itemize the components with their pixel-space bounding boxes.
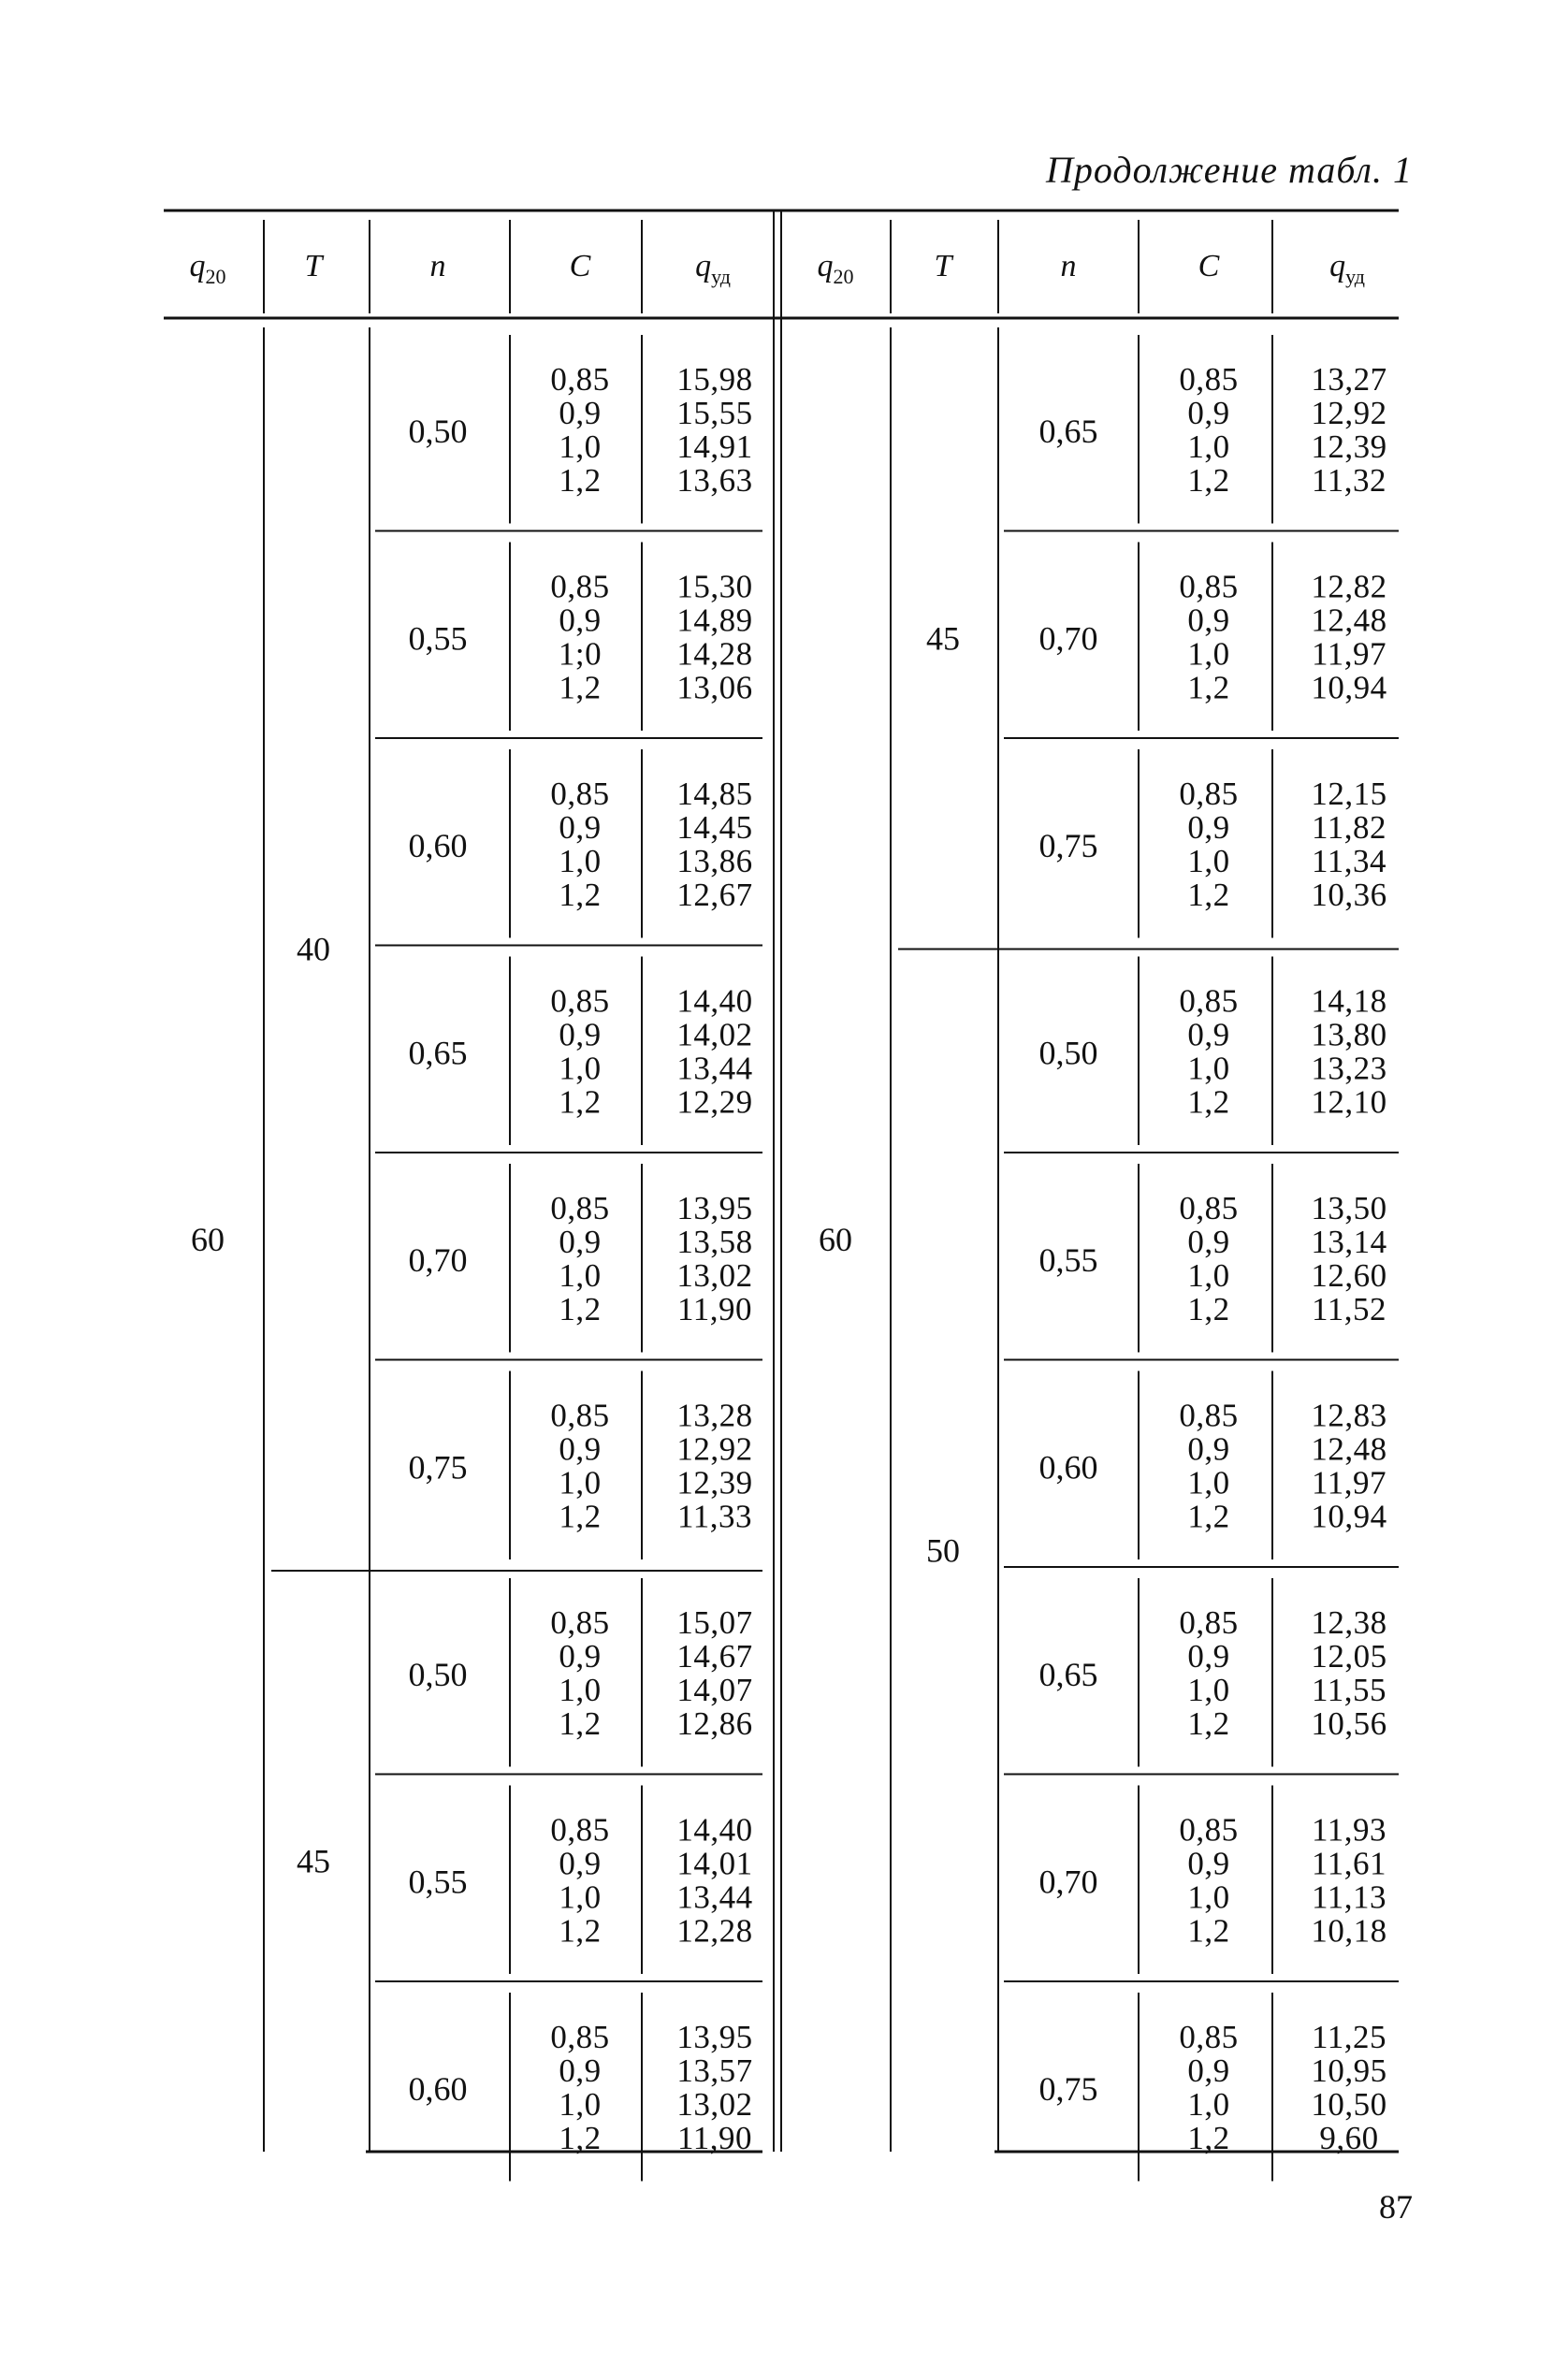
q-ud-value: 13,80 [1311, 1016, 1387, 1053]
c-value: 0,85 [1179, 360, 1239, 398]
q-ud-value: 13,63 [676, 461, 753, 499]
c-value: 1,2 [1187, 876, 1230, 913]
c-value: 1,2 [559, 1498, 602, 1535]
c-value: 0,9 [1187, 1430, 1230, 1468]
q-ud-value: 13,02 [676, 1256, 753, 1294]
q20-value: 60 [191, 1221, 225, 1258]
c-value: 0,85 [1179, 982, 1239, 1020]
c-value: 0,85 [550, 2018, 610, 2055]
c-value: 0,9 [1187, 602, 1230, 639]
c-value: 1,0 [559, 2085, 602, 2123]
c-value: 1,0 [1187, 1878, 1230, 1916]
c-value: 0,85 [1179, 1397, 1239, 1434]
T-value: 45 [297, 1842, 330, 1880]
c-value: 0,9 [559, 1845, 602, 1882]
q-ud-value: 12,92 [676, 1430, 753, 1468]
q-ud-value: 12,67 [676, 876, 753, 913]
q-ud-value: 13,44 [676, 1050, 753, 1087]
n-value: 0,60 [408, 2069, 468, 2108]
c-value: 1,0 [1187, 1671, 1230, 1708]
q-ud-value: 10,56 [1311, 1704, 1387, 1742]
c-value: 0,9 [1187, 1016, 1230, 1053]
q-ud-value: 13,86 [676, 842, 753, 879]
c-value: 1,2 [559, 1290, 602, 1327]
q-ud-value: 12,29 [676, 1083, 753, 1121]
c-value: 1,2 [559, 669, 602, 706]
c-value: 1,0 [1187, 1050, 1230, 1087]
c-value: 1,2 [559, 461, 602, 499]
c-value: 0,85 [550, 568, 610, 605]
c-value: 0,9 [1187, 808, 1230, 846]
q-ud-value: 14,45 [676, 808, 753, 846]
n-value: 0,50 [1038, 1034, 1098, 1072]
q-ud-value: 14,01 [676, 1845, 753, 1882]
c-value: 0,9 [559, 394, 602, 431]
q-ud-value: 13,27 [1311, 360, 1387, 398]
n-value: 0,55 [1038, 1240, 1098, 1279]
n-value: 0,65 [408, 1034, 468, 1072]
q-ud-value: 10,18 [1311, 1912, 1387, 1950]
c-value: 1;0 [558, 635, 603, 673]
c-value: 0,85 [550, 1397, 610, 1434]
c-value: 1,2 [1187, 1083, 1230, 1121]
c-value: 0,85 [1179, 1603, 1239, 1641]
header-T: T [304, 249, 323, 283]
c-value: 0,85 [1179, 775, 1239, 812]
n-value: 0,55 [408, 619, 468, 658]
c-value: 1,2 [559, 2119, 602, 2156]
c-value: 1,2 [1187, 669, 1230, 706]
q-ud-value: 11,90 [677, 1290, 752, 1327]
c-value: 1,2 [1187, 1498, 1230, 1535]
T-value: 45 [926, 619, 960, 658]
q-ud-value: 13,06 [676, 669, 753, 706]
q-ud-value: 14,07 [676, 1671, 753, 1708]
c-value: 1,2 [1187, 2119, 1230, 2156]
q-ud-value: 11,25 [1312, 2018, 1387, 2055]
c-value: 0,85 [550, 1603, 610, 1641]
c-value: 0,85 [1179, 2018, 1239, 2055]
q-ud-value: 12,92 [1311, 394, 1387, 431]
c-value: 1,0 [1187, 635, 1230, 673]
q-ud-value: 13,50 [1311, 1189, 1387, 1226]
c-value: 1,0 [559, 1878, 602, 1916]
q-ud-value: 11,55 [1312, 1671, 1387, 1708]
q-ud-value: 10,36 [1311, 876, 1387, 913]
q-ud-value: 14,67 [676, 1637, 753, 1675]
c-value: 0,9 [559, 1637, 602, 1675]
header-q-ud: qуд [1329, 249, 1365, 288]
q-ud-value: 12,39 [1311, 428, 1387, 465]
n-value: 0,60 [1038, 1448, 1098, 1487]
q-ud-value: 14,40 [676, 1811, 753, 1849]
q-ud-value: 11,97 [1312, 1464, 1387, 1501]
c-value: 0,9 [559, 2052, 602, 2089]
q-ud-value: 15,98 [676, 360, 753, 398]
q-ud-value: 11,33 [677, 1498, 752, 1535]
c-value: 1,0 [1187, 2085, 1230, 2123]
q-ud-value: 10,50 [1311, 2085, 1387, 2123]
c-value: 0,9 [559, 1016, 602, 1053]
n-value: 0,70 [408, 1240, 468, 1279]
q-ud-value: 13,02 [676, 2085, 753, 2123]
c-value: 1,0 [559, 1671, 602, 1708]
c-value: 1,0 [559, 1256, 602, 1294]
header-C: C [569, 249, 591, 283]
c-value: 0,85 [550, 1811, 610, 1849]
q-ud-value: 10,95 [1311, 2052, 1387, 2089]
q-ud-value: 14,89 [676, 602, 753, 639]
c-value: 0,85 [1179, 1189, 1239, 1226]
table-continuation-caption: Продолжение табл. 1 [1045, 149, 1413, 191]
c-value: 1,0 [559, 1464, 602, 1501]
q-ud-value: 12,15 [1311, 775, 1387, 812]
page-number: 87 [1379, 2188, 1413, 2226]
q-ud-value: 13,23 [1311, 1050, 1387, 1087]
q-ud-value: 14,85 [676, 775, 753, 812]
c-value: 1,2 [559, 1912, 602, 1950]
q-ud-value: 12,38 [1311, 1603, 1387, 1641]
q-ud-value: 11,82 [1312, 808, 1387, 846]
c-value: 0,85 [550, 360, 610, 398]
q-ud-value: 12,82 [1311, 568, 1387, 605]
q-ud-value: 12,83 [1311, 1397, 1387, 1434]
q-ud-value: 14,91 [676, 428, 753, 465]
q-ud-value: 11,34 [1312, 842, 1387, 879]
c-value: 1,0 [1187, 1256, 1230, 1294]
c-value: 0,9 [1187, 394, 1230, 431]
q-ud-value: 15,30 [676, 568, 753, 605]
T-value: 40 [297, 930, 330, 968]
q-ud-value: 14,40 [676, 982, 753, 1020]
c-value: 0,9 [559, 808, 602, 846]
q-ud-value: 11,93 [1312, 1811, 1387, 1849]
c-value: 0,9 [559, 1223, 602, 1260]
c-value: 0,9 [559, 1430, 602, 1468]
q-ud-value: 13,44 [676, 1878, 753, 1916]
header-n: n [1060, 249, 1077, 283]
q-ud-value: 12,48 [1311, 602, 1387, 639]
c-value: 0,9 [1187, 2052, 1230, 2089]
n-value: 0,75 [408, 1448, 468, 1487]
c-value: 0,9 [559, 602, 602, 639]
q-ud-value: 12,10 [1311, 1083, 1387, 1121]
c-value: 0,85 [550, 775, 610, 812]
c-value: 0,85 [1179, 1811, 1239, 1849]
c-value: 0,85 [550, 982, 610, 1020]
q-ud-value: 15,07 [676, 1603, 753, 1641]
c-value: 1,0 [1187, 428, 1230, 465]
c-value: 1,2 [1187, 461, 1230, 499]
n-value: 0,75 [1038, 2069, 1098, 2108]
q-ud-value: 11,32 [1312, 461, 1387, 499]
n-value: 0,70 [1038, 1863, 1098, 1901]
c-value: 1,0 [1187, 842, 1230, 879]
c-value: 1,2 [1187, 1912, 1230, 1950]
q-ud-value: 15,55 [676, 394, 753, 431]
c-value: 1,2 [559, 1083, 602, 1121]
q-ud-value: 13,95 [676, 2018, 753, 2055]
q-ud-value: 13,14 [1311, 1223, 1387, 1260]
c-value: 1,0 [1187, 1464, 1230, 1501]
header-q20: q20 [189, 249, 226, 288]
c-value: 1,2 [1187, 1290, 1230, 1327]
q-ud-value: 11,97 [1312, 635, 1387, 673]
n-value: 0,50 [408, 1655, 468, 1693]
q-ud-value: 9,60 [1319, 2119, 1379, 2156]
n-value: 0,60 [408, 826, 468, 864]
c-value: 1,0 [559, 842, 602, 879]
T-value: 50 [926, 1531, 960, 1570]
header-q20: q20 [817, 249, 854, 288]
n-value: 0,65 [1038, 412, 1098, 450]
q-ud-value: 12,60 [1311, 1256, 1387, 1294]
c-value: 1,2 [559, 876, 602, 913]
q-ud-value: 12,39 [676, 1464, 753, 1501]
q-ud-value: 11,90 [677, 2119, 752, 2156]
header-q-ud: qуд [695, 249, 731, 288]
q-ud-value: 12,28 [676, 1912, 753, 1950]
n-value: 0,65 [1038, 1655, 1098, 1693]
c-value: 0,9 [1187, 1223, 1230, 1260]
q-ud-value: 13,58 [676, 1223, 753, 1260]
header-C: C [1198, 249, 1220, 283]
header-T: T [934, 249, 952, 283]
c-value: 0,85 [1179, 568, 1239, 605]
n-value: 0,70 [1038, 619, 1098, 658]
c-value: 1,0 [559, 428, 602, 465]
n-value: 0,75 [1038, 826, 1098, 864]
q-ud-value: 11,61 [1312, 1845, 1387, 1882]
c-value: 1,2 [559, 1704, 602, 1742]
c-value: 0,85 [550, 1189, 610, 1226]
c-value: 0,9 [1187, 1845, 1230, 1882]
c-value: 1,0 [559, 1050, 602, 1087]
q-ud-value: 11,52 [1312, 1290, 1387, 1327]
q-ud-value: 13,57 [676, 2052, 753, 2089]
q20-value: 60 [819, 1221, 852, 1258]
q-ud-value: 14,28 [676, 635, 753, 673]
q-ud-value: 13,95 [676, 1189, 753, 1226]
n-value: 0,55 [408, 1863, 468, 1901]
q-ud-value: 12,05 [1311, 1637, 1387, 1675]
q-ud-value: 13,28 [676, 1397, 753, 1434]
n-value: 0,50 [408, 412, 468, 450]
q-ud-value: 14,18 [1311, 982, 1387, 1020]
q-ud-value: 11,13 [1312, 1878, 1387, 1916]
c-value: 0,9 [1187, 1637, 1230, 1675]
q-ud-value: 12,48 [1311, 1430, 1387, 1468]
q-ud-value: 10,94 [1311, 1498, 1387, 1535]
q-ud-value: 14,02 [676, 1016, 753, 1053]
q-ud-value: 12,86 [676, 1704, 753, 1742]
q-ud-value: 10,94 [1311, 669, 1387, 706]
header-n: n [429, 249, 446, 283]
c-value: 1,2 [1187, 1704, 1230, 1742]
